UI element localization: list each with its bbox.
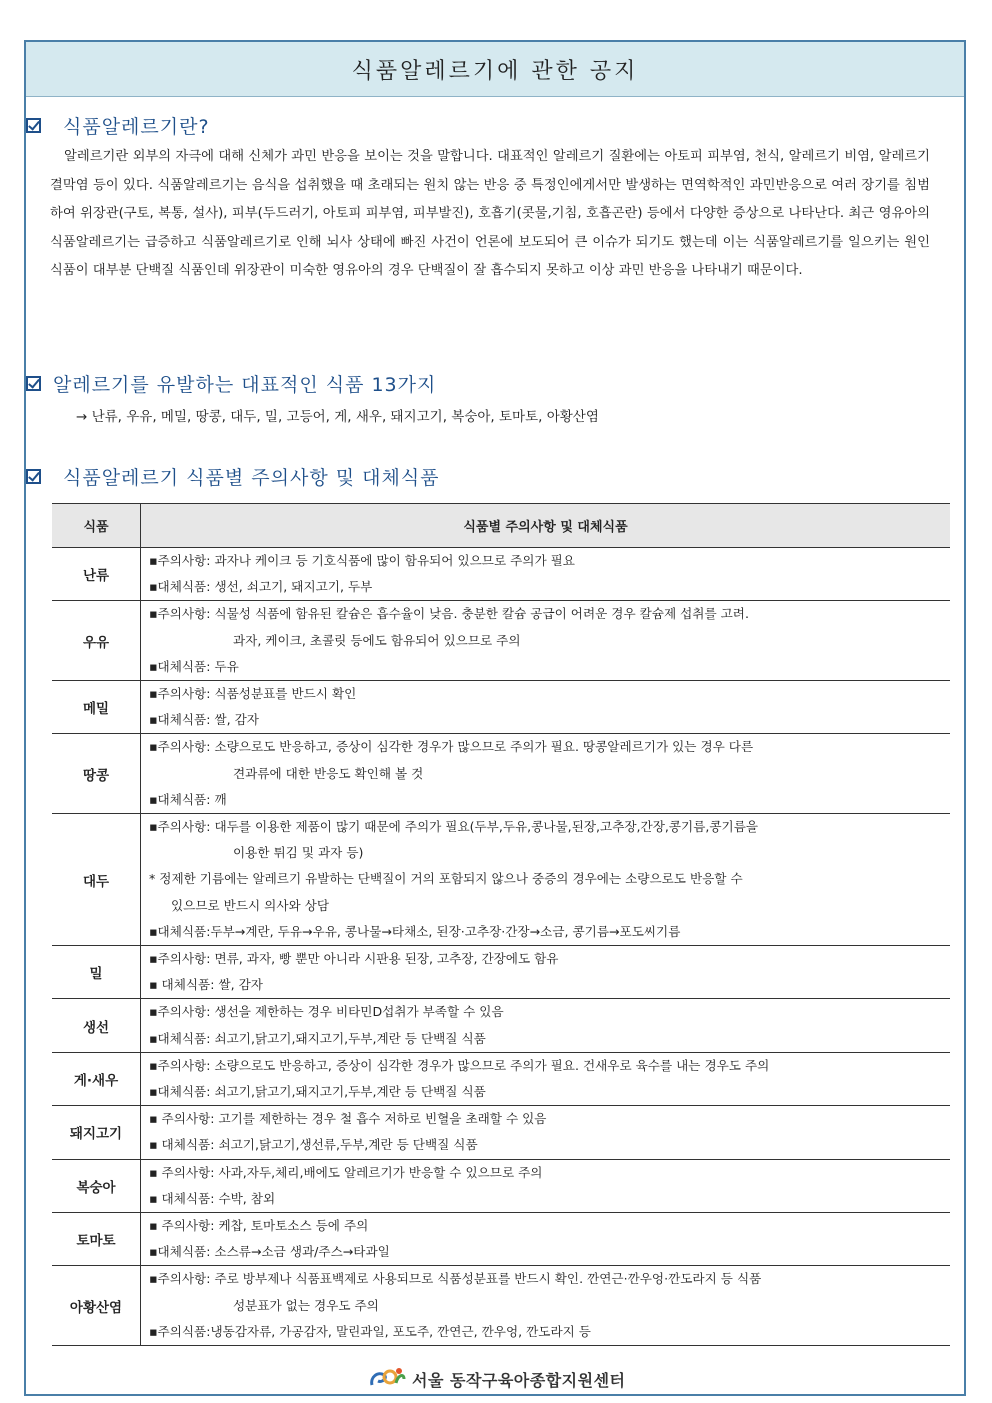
table-row (52, 548, 950, 601)
note-line: ▪주의사항: 생선을 제한하는 경우 비타민D섭취가 부족할 수 있음 (149, 1004, 504, 1020)
food-name: 난류 (52, 548, 141, 601)
food-notes (141, 1266, 951, 1346)
table-row (52, 601, 950, 681)
table-row (52, 946, 950, 999)
note-line: ▪ 주의사항: 고기를 제한하는 경우 철 흡수 저하로 빈혈을 초래할 수 있음 (149, 1111, 547, 1127)
note-line: 있으므로 반드시 의사와 상담 (171, 897, 329, 913)
food-notes (141, 814, 951, 946)
note-line: ▪ 주의사항: 케찹, 토마토소스 등에 주의 (149, 1218, 369, 1234)
table-row (52, 1052, 950, 1105)
checkbox-icon (26, 118, 41, 133)
food-notes (141, 601, 951, 681)
table-row (52, 1159, 950, 1212)
food-name: 돼지고기 (52, 1106, 141, 1159)
checkbox-icon (26, 376, 41, 391)
food-notes (141, 548, 951, 601)
note-line: ▪ 대체식품: 수박, 참외 (149, 1190, 276, 1206)
center-logo-icon (368, 1365, 406, 1393)
food-name: 우유 (52, 601, 141, 681)
food-notes (141, 1159, 951, 1212)
footer-logo (368, 1365, 626, 1393)
note-line: ▪대체식품: 깨 (149, 791, 227, 807)
allergen-food-list: → 난류, 우유, 메밀, 땅콩, 대두, 밀, 고등어, 게, 새우, 돼지고기, 복숭아, 토마토, 아황산염 (76, 409, 599, 425)
food-name: 토마토 (52, 1213, 141, 1266)
section-food-notes (26, 463, 440, 490)
table-row (52, 734, 950, 814)
note-line: ▪대체식품: 쇠고기,닭고기,돼지고기,두부,계란 등 단백질 식품 (149, 1030, 486, 1046)
column-header-food: 식품 (52, 504, 141, 548)
note-line: ▪주의사항: 소량으로도 반응하고, 증상이 심각한 경우가 많으므로 주의가 필요. 땅콩알레르기가 있는 경우 다른 (149, 739, 754, 755)
section-heading: 식품알레르기 식품별 주의사항 및 대체식품 (63, 467, 440, 489)
note-line: ▪ 대체식품: 쌀, 감자 (149, 977, 263, 993)
section-heading: 알레르기를 유발하는 대표적인 식품 13가지 (53, 374, 437, 396)
checkbox-icon (26, 469, 41, 484)
food-notes (141, 1106, 951, 1159)
note-line: ▪주의식품:냉동감자류, 가공감자, 말린과일, 포도주, 깐연근, 깐우엉, 깐도라지 등 (149, 1323, 591, 1339)
note-line: ▪ 대체식품: 쇠고기,닭고기,생선류,두부,계란 등 단백질 식품 (149, 1137, 478, 1153)
food-name: 땅콩 (52, 734, 141, 814)
note-line: ▪대체식품: 생선, 쇠고기, 돼지고기, 두부 (149, 579, 373, 595)
note-line: 이용한 튀김 및 과자 등) (233, 845, 364, 861)
food-notes (141, 681, 951, 734)
table-body (52, 548, 950, 1346)
note-line: 견과류에 대한 반응도 확인해 볼 것 (233, 765, 424, 781)
food-notes (141, 999, 951, 1052)
note-line: ▪주의사항: 과자나 케이크 등 기호식품에 많이 함유되어 있으므로 주의가 필요 (149, 553, 575, 568)
food-name: 게·새우 (52, 1052, 141, 1105)
food-name: 복숭아 (52, 1159, 141, 1212)
table-row (52, 814, 950, 946)
note-line: ▪대체식품: 쌀, 감자 (149, 712, 259, 728)
table-header-row (52, 504, 950, 548)
note-line: 과자, 케이크, 초콜릿 등에도 함유되어 있으므로 주의 (233, 632, 521, 648)
food-notes (141, 946, 951, 999)
note-line: ▪ 주의사항: 사과,자두,체리,배에도 알레르기가 반응할 수 있으므로 주의 (149, 1164, 543, 1180)
food-notes (141, 1213, 951, 1266)
intro-paragraph: 알레르기란 외부의 자극에 대해 신체가 과민 반응을 보이는 것을 말합니다. 대표적인 알레르기 질환에는 아토피 피부염, 천식, 알레르기 비염, 알레르기 결막염 등이 있다. 식품알레르기는 음식을 섭취했을 때 초래되는 원치 않는 반응 중 특정인에게서만 발생하는 면역학적인 과민반응으로 여러 장기를 침범하여 위장관(구토, 복통, 설사), 피부(두드러기, 아토피 피부염, 피부발진), 호흡기(콧물,기침, 호흡곤란) 등에서 다양한 증상으로 나타난다. 최근 영유아의 식품알레르기는 급증하고 식품알레르기로 인해 뇌사 상태에 빠진 사건이 언론에 보도되어 큰 이슈가 되기도 했는데 이는 식품알레르기를 일으키는 원인식품이 대부분 단백질 식품인데 위장관이 미숙한 영유아의 경우 단백질이 잘 흡수되지 못하고 이상 과민 반응을 나타내기 때문이다. (50, 149, 930, 279)
note-line: 성분표가 없는 경우도 주의 (233, 1297, 379, 1313)
note-line: ▪대체식품: 쇠고기,닭고기,돼지고기,두부,계란 등 단백질 식품 (149, 1084, 486, 1100)
food-name: 아황산염 (52, 1266, 141, 1346)
food-name: 생선 (52, 999, 141, 1052)
section-what-is-allergy (26, 112, 210, 139)
note-line: ▪대체식품: 소스류→소금 생과/주스→타과일 (149, 1244, 390, 1260)
org-name: 서울 동작구육아종합지원센터 (412, 1370, 626, 1390)
table-row (52, 999, 950, 1052)
note-line: ▪대체식품:두부→계란, 두유→우유, 콩나물→타채소, 된장·고추장·간장→소금, 콩기름→포도씨기름 (149, 923, 681, 939)
page-title: 식품알레르기에 관한 공지 (26, 42, 964, 97)
table-row (52, 1106, 950, 1159)
table-row (52, 1213, 950, 1266)
table-row (52, 681, 950, 734)
note-line: * 정제한 기름에는 알레르기 유발하는 단백질이 거의 포함되지 않으나 중증의 경우에는 소량으로도 반응할 수 (149, 871, 743, 887)
food-notes (141, 734, 951, 814)
note-line: ▪주의사항: 면류, 과자, 빵 뿐만 아니라 시판용 된장, 고추장, 간장에도 함유 (149, 951, 559, 967)
section-heading: 식품알레르기란? (63, 116, 210, 138)
table-row (52, 1266, 950, 1346)
section-allergen-foods (26, 370, 436, 397)
food-name: 대두 (52, 814, 141, 946)
note-line: ▪주의사항: 식물성 식품에 함유된 칼슘은 흡수율이 낮음. 충분한 칼슘 공급이 어려운 경우 칼슘제 섭취를 고려. (149, 606, 749, 622)
food-name: 밀 (52, 946, 141, 999)
note-line: ▪주의사항: 소량으로도 반응하고, 증상이 심각한 경우가 많으므로 주의가 필요. 건새우로 육수를 내는 경우도 주의 (149, 1057, 770, 1073)
note-line: ▪주의사항: 대두를 이용한 제품이 많기 때문에 주의가 필요(두부,두유,콩나물,된장,고추장,간장,콩기름,콩기름을 (149, 819, 759, 835)
food-notes (141, 1052, 951, 1105)
note-line: ▪주의사항: 주로 방부제나 식품표백제로 사용되므로 식품성분표를 반드시 확인. 깐연근·깐우엉·깐도라지 등 식품 (149, 1271, 762, 1287)
food-notes-table (52, 503, 950, 1346)
column-header-notes: 식품별 주의사항 및 대체식품 (141, 504, 951, 548)
note-line: ▪대체식품: 두유 (149, 658, 239, 674)
food-name: 메밀 (52, 681, 141, 734)
note-line: ▪주의사항: 식품성분표를 반드시 확인 (149, 686, 357, 702)
